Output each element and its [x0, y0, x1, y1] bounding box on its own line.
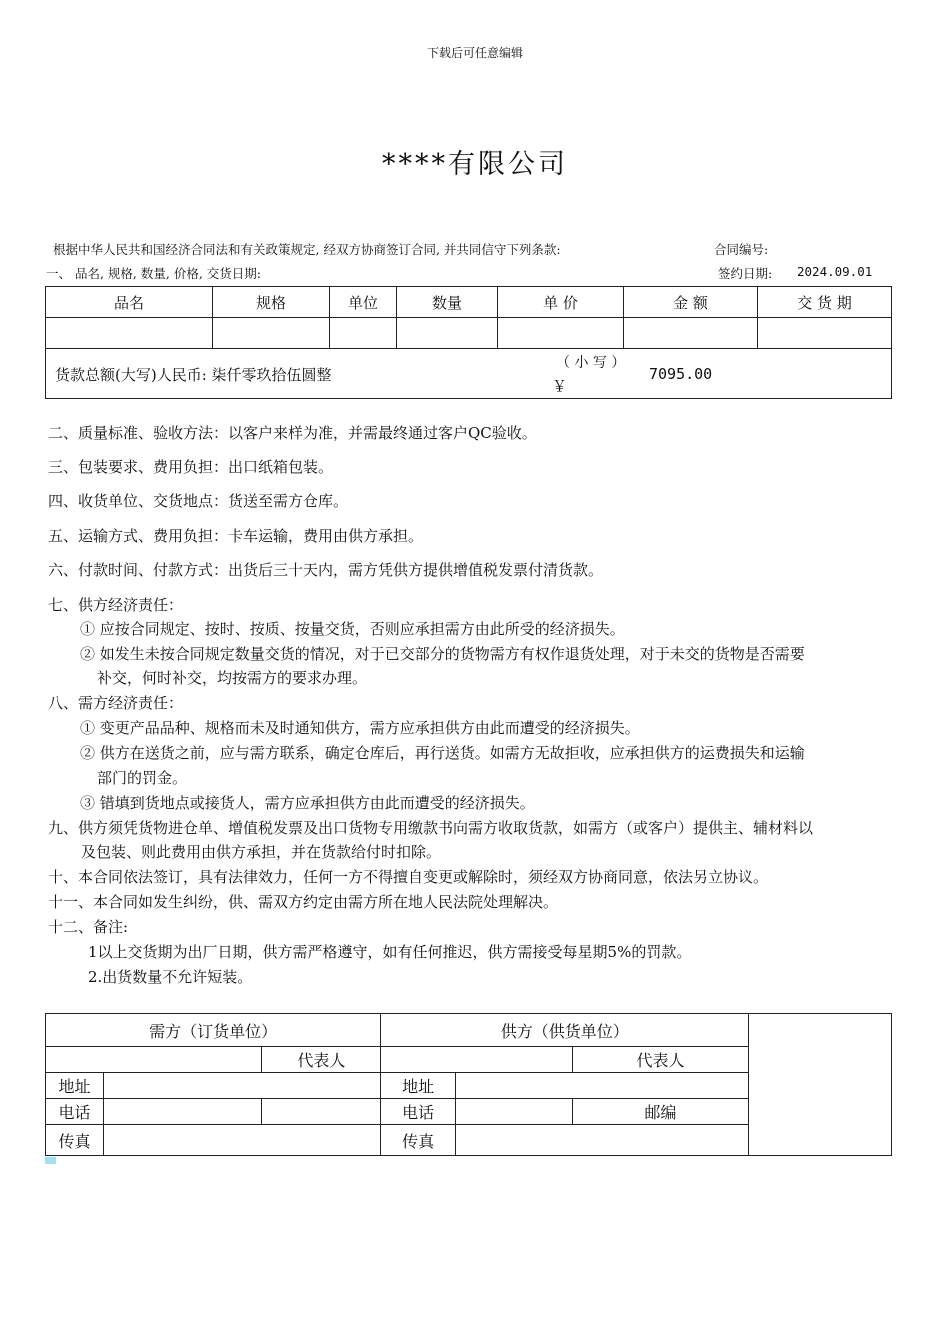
clause-6: 六、付款时间、付款方式：出货后三十天内，需方凭供方提供增值税发票付清货款。	[48, 561, 604, 579]
clause-1: 一、 品名, 规格, 数量, 价格, 交货日期:	[46, 266, 261, 281]
header-cell: 单 价	[498, 287, 624, 318]
buyer-fax-field[interactable]	[103, 1125, 380, 1156]
buyer-fax-label: 传真	[46, 1125, 104, 1156]
clause-8-item: ② 供方在送货之前，应与需方联系，确定仓库后，再行送货。如需方无故拒收，应承担供方的运费损失和运输	[80, 744, 805, 762]
header-cell: 金 额	[624, 287, 758, 318]
empty-cell[interactable]	[624, 318, 758, 349]
stamp-area	[749, 1014, 892, 1156]
clause-7-item: 补交，何时补交，均按需方的要求办理。	[97, 669, 368, 687]
buyer-phone-extra[interactable]	[262, 1099, 381, 1125]
clause-7-item: ② 如发生未按合同规定数量交货的情况，对于已交部分的货物需方有权作退货处理，对于未交的货物是否需要	[80, 645, 805, 663]
top-note: 下载后可任意编辑	[426, 46, 523, 60]
buyer-address-label: 地址	[46, 1073, 104, 1099]
clause-8-item: ③ 错填到货地点或接货人，需方应承担供方由此而遭受的经济损失。	[80, 794, 535, 812]
supplier-address-label: 地址	[381, 1073, 456, 1099]
supplier-phone-field[interactable]	[456, 1099, 573, 1125]
header-cell: 品名	[46, 287, 213, 318]
signature-table	[45, 1013, 892, 1156]
supplier-phone-label: 电话	[381, 1099, 456, 1125]
buyer-rep-blank[interactable]	[46, 1047, 262, 1073]
supplier-fax-field[interactable]	[456, 1125, 749, 1156]
clause-4: 四、收货单位、交货地点：货送至需方仓库。	[48, 492, 349, 510]
goods-header-row	[46, 287, 892, 318]
empty-cell[interactable]	[397, 318, 498, 349]
clause-8-item: ① 变更产品品种、规格而未及时通知供方，需方应承担供方由此而遭受的经济损失。	[80, 719, 640, 737]
supplier-fax-label: 传真	[381, 1125, 456, 1156]
buyer-phone-label: 电话	[46, 1099, 104, 1125]
sign-date-label: 签约日期:	[718, 266, 773, 281]
clause-2: 二、质量标准、验收方法：以客户来样为准，并需最终通过客户QC验收。	[48, 424, 537, 442]
contract-no-label: 合同编号:	[714, 242, 769, 257]
supplier-rep-blank[interactable]	[381, 1047, 573, 1073]
buyer-address-field[interactable]	[103, 1073, 380, 1099]
clause-11: 十一、本合同如发生纠纷，供、需双方约定由需方所在地人民法院处理解决。	[48, 893, 559, 911]
clause-8-title: 八、需方经济责任：	[48, 694, 184, 712]
goods-table	[45, 286, 892, 399]
total-upper: 货款总额(大写)人民币: 柒仟零玖拾伍圆整	[55, 366, 332, 384]
clause-9: 九、供方须凭货物进仓单、增值税发票及出口货物专用缴款书向需方收取货款，如需方（或客户）提供主、辅材料以	[48, 819, 814, 837]
postcode-label: 邮编	[572, 1099, 749, 1125]
empty-cell[interactable]	[213, 318, 330, 349]
cursor-marker	[45, 1157, 56, 1164]
header-cell: 交 货 期	[758, 287, 892, 318]
supplier-rep-label: 代表人	[572, 1047, 749, 1073]
clause-12-title: 十二、备注:	[48, 918, 129, 936]
clause-9-cont: 及包装、则此费用由供方承担，并在货款给付时扣除。	[81, 843, 442, 861]
empty-cell[interactable]	[46, 318, 213, 349]
header-cell: 数量	[397, 287, 498, 318]
buyer-header: 需方（订货单位）	[46, 1014, 381, 1047]
empty-cell[interactable]	[758, 318, 892, 349]
total-lower-value: 7095.00	[649, 365, 713, 383]
supplier-address-field[interactable]	[456, 1073, 749, 1099]
remark-2: 2.出货数量不允许短装。	[88, 968, 253, 986]
total-cell	[46, 349, 892, 399]
preamble: 根据中华人民共和国经济合同法和有关政策规定, 经双方协商签订合同, 并共同信守下列条款:	[53, 242, 561, 257]
buyer-rep-label: 代表人	[262, 1047, 381, 1073]
sign-date: 2024.09.01	[797, 264, 873, 279]
total-lower-label: （ 小 写 ）	[556, 355, 626, 371]
header-cell: 单位	[330, 287, 397, 318]
page-title: ****有限公司	[382, 149, 568, 180]
currency-symbol: ￥	[552, 377, 568, 395]
goods-empty-row	[46, 318, 892, 349]
remark-1: 1以上交货期为出厂日期，供方需严格遵守，如有任何推迟，供方需接受每星期5%的罚款。	[88, 943, 692, 961]
buyer-phone-field[interactable]	[103, 1099, 262, 1125]
supplier-header: 供方（供货单位）	[381, 1014, 749, 1047]
clause-3: 三、包装要求、费用负担：出口纸箱包装。	[48, 458, 334, 476]
goods-total-row	[46, 349, 892, 399]
clause-7-title: 七、供方经济责任：	[48, 596, 184, 614]
clause-5: 五、运输方式、费用负担：卡车运输，费用由供方承担。	[48, 527, 424, 545]
clause-7-item: ① 应按合同规定、按时、按质、按量交货，否则应承担需方由此所受的经济损失。	[80, 620, 625, 638]
header-cell: 规格	[213, 287, 330, 318]
clause-8-item: 部门的罚金。	[97, 769, 188, 787]
empty-cell[interactable]	[498, 318, 624, 349]
clause-10: 十、本合同依法签订，具有法律效力，任何一方不得擅自变更或解除时，须经双方协商同意，依法另立协议。	[48, 868, 769, 886]
empty-cell[interactable]	[330, 318, 397, 349]
